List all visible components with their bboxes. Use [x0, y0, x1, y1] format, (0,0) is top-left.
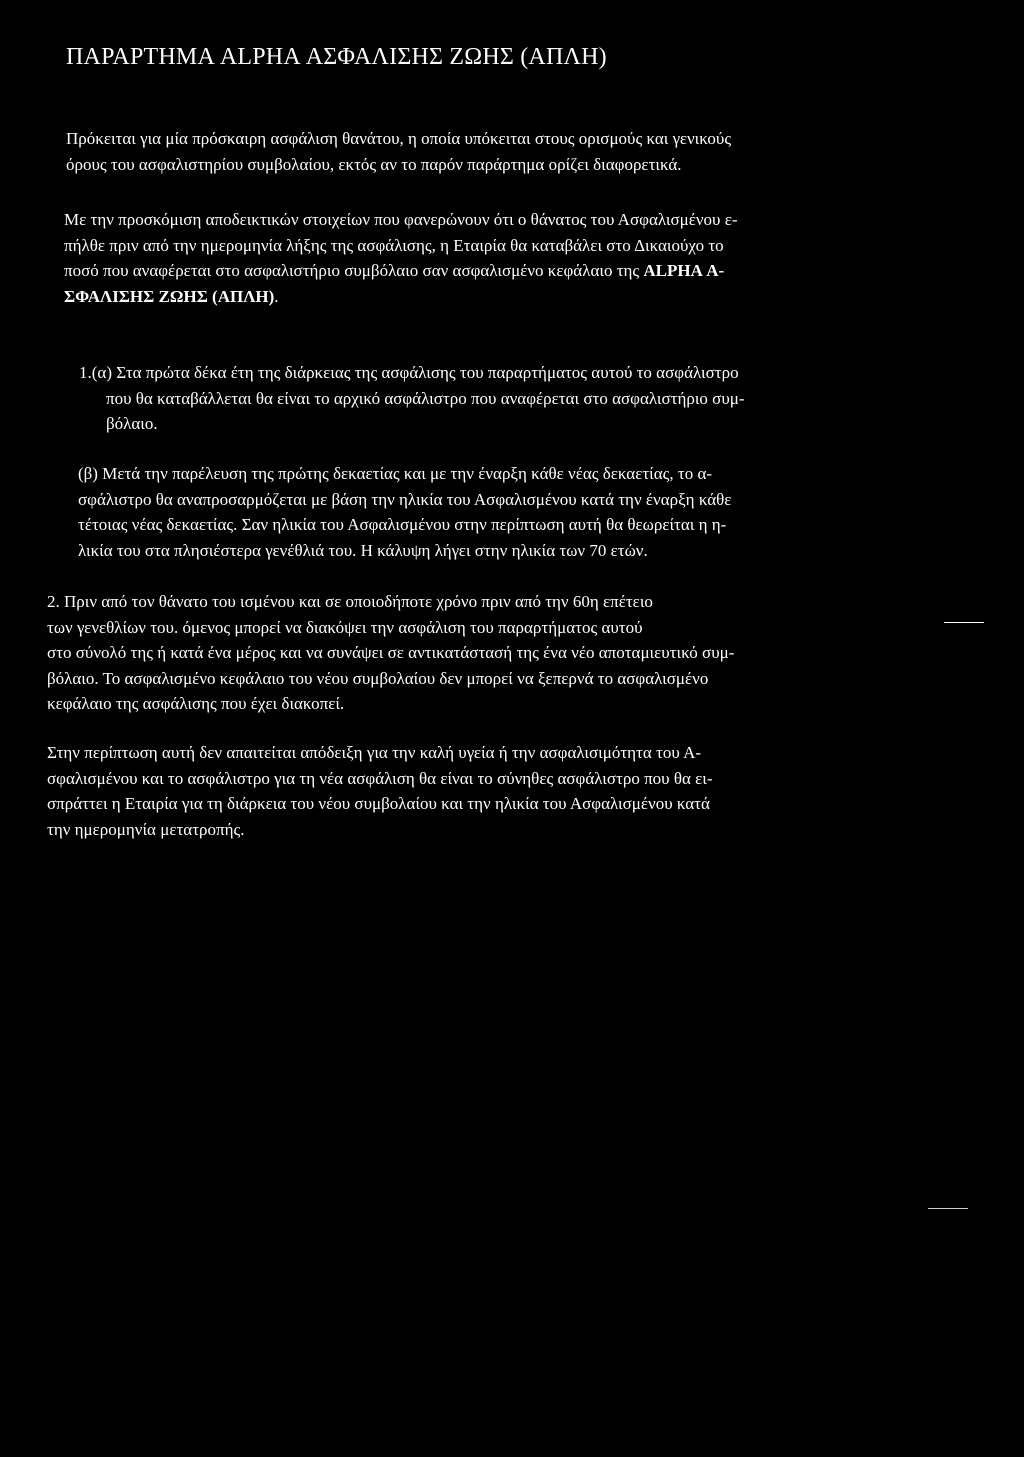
text-line: πήλθε πριν από την ημερομηνία λήξης της ασφάλισης, η Εταιρία θα καταβάλει στο Δικαιούχο το [64, 235, 724, 255]
text-line: Με την προσκόμιση αποδεικτικών στοιχείων που φανερώνουν ότι ο θάνατος του Ασφαλισμένου ε- [64, 210, 738, 229]
text-line: 1.(α) Στα πρώτα δέκα έτη της διάρκειας της ασφάλισης του παραρτήματος αυτού το ασφάλιστρο [79, 363, 739, 382]
text-line: που θα καταβάλλεται θα είναι το αρχικό ασφάλιστρο που αναφέρεται στο ασφαλιστήριο συμ- [106, 388, 745, 408]
intro-paragraph [66, 126, 731, 177]
text-line: την ημερομηνία μετατροπής. [47, 819, 245, 839]
text-line-with-bold [64, 258, 738, 284]
text-line: σφάλιστρο θα αναπροσαρμόζεται με βάση την ηλικία του Ασφαλισμένου κατά την έναρξη κάθε [78, 489, 732, 509]
text-segment: . [274, 286, 279, 306]
text-line: όρους του ασφαλιστηρίου συμβολαίου, εκτός αν το παρόν παράρτημα ορίζει διαφορετικά. [66, 154, 682, 174]
clause-1a-paragraph [79, 360, 745, 437]
text-line: βόλαιο. Το ασφαλισμένο κεφάλαιο του νέου συμβολαίου δεν μπορεί να ξεπερνά το ασφαλισμένο [47, 668, 709, 688]
text-line: σπράττει η Εταιρία για τη διάρκεια του νέου συμβολαίου και την ηλικία του Ασφαλισμένου κατά [47, 794, 710, 813]
text-line: Πρόκειται για μία πρόσκαιρη ασφάλιση θανάτου, η οποία υπόκειται στους ορισμούς και γενικούς [66, 129, 732, 148]
text-line: σφαλισμένου και το ασφάλιστρο για τη νέα ασφάλιση θα είναι το σύνηθες ασφάλιστρο που θα ει- [47, 768, 713, 788]
text-line: Στην περίπτωση αυτή δεν απαιτείται απόδειξη για την καλή υγεία ή την ασφαλισιμότητα του Α- [47, 743, 702, 762]
conversion-paragraph [47, 740, 713, 842]
product-name-part-2: ΣΦΑΛΙΣΗΣ ΖΩΗΣ (ΑΠΛΗ) [64, 286, 275, 306]
text-line: στο σύνολό της ή κατά ένα μέρος και να συνάψει σε αντικατάστασή της ένα νέο αποταμιευτικό συμ- [47, 643, 735, 662]
text-line: (β) Μετά την παρέλευση της πρώτης δεκαετίας και με την έναρξη κάθε νέας δεκαετίας, το α- [78, 464, 713, 483]
page-title: ΠΑΡΑΡΤΗΜΑ ALPHA ΑΣΦΑΛΙΣΗΣ ΖΩΗΣ (ΑΠΛΗ) [66, 44, 607, 70]
text-line-with-bold [64, 284, 738, 310]
scan-artifact-line [944, 622, 984, 623]
clause-2-paragraph [47, 589, 734, 717]
scan-artifact-line [928, 1208, 968, 1209]
clause-1b-paragraph [78, 461, 731, 563]
text-line: των γενεθλίων του. όμενος μπορεί να διακόψει την ασφάλιση του παραρτήματος αυτού [47, 617, 643, 637]
text-line: λικία του στα πλησιέστερα γενέθλιά του. Η κάλυψη λήγει στην ηλικία των 70 ετών. [78, 540, 648, 560]
product-name-part-1: ALPHA Α- [643, 261, 725, 280]
text-line: βόλαιο. [106, 414, 158, 433]
text-line: 2. Πριν από τον θάνατο του ισμένου και σε οποιοδήποτε χρόνο πριν από την 60η επέτειο [47, 592, 653, 611]
text-line: τέτοιας νέας δεκαετίας. Σαν ηλικία του Ασφαλισμένου στην περίπτωση αυτή θα θεωρείται η η- [78, 515, 727, 534]
text-line: κεφάλαιο της ασφάλισης που έχει διακοπεί. [47, 694, 345, 713]
text-segment: ποσό που αναφέρεται στο ασφαλιστήριο συμβόλαιο σαν ασφαλισμένο κεφάλαιο της [64, 261, 640, 280]
benefit-paragraph [64, 207, 738, 309]
